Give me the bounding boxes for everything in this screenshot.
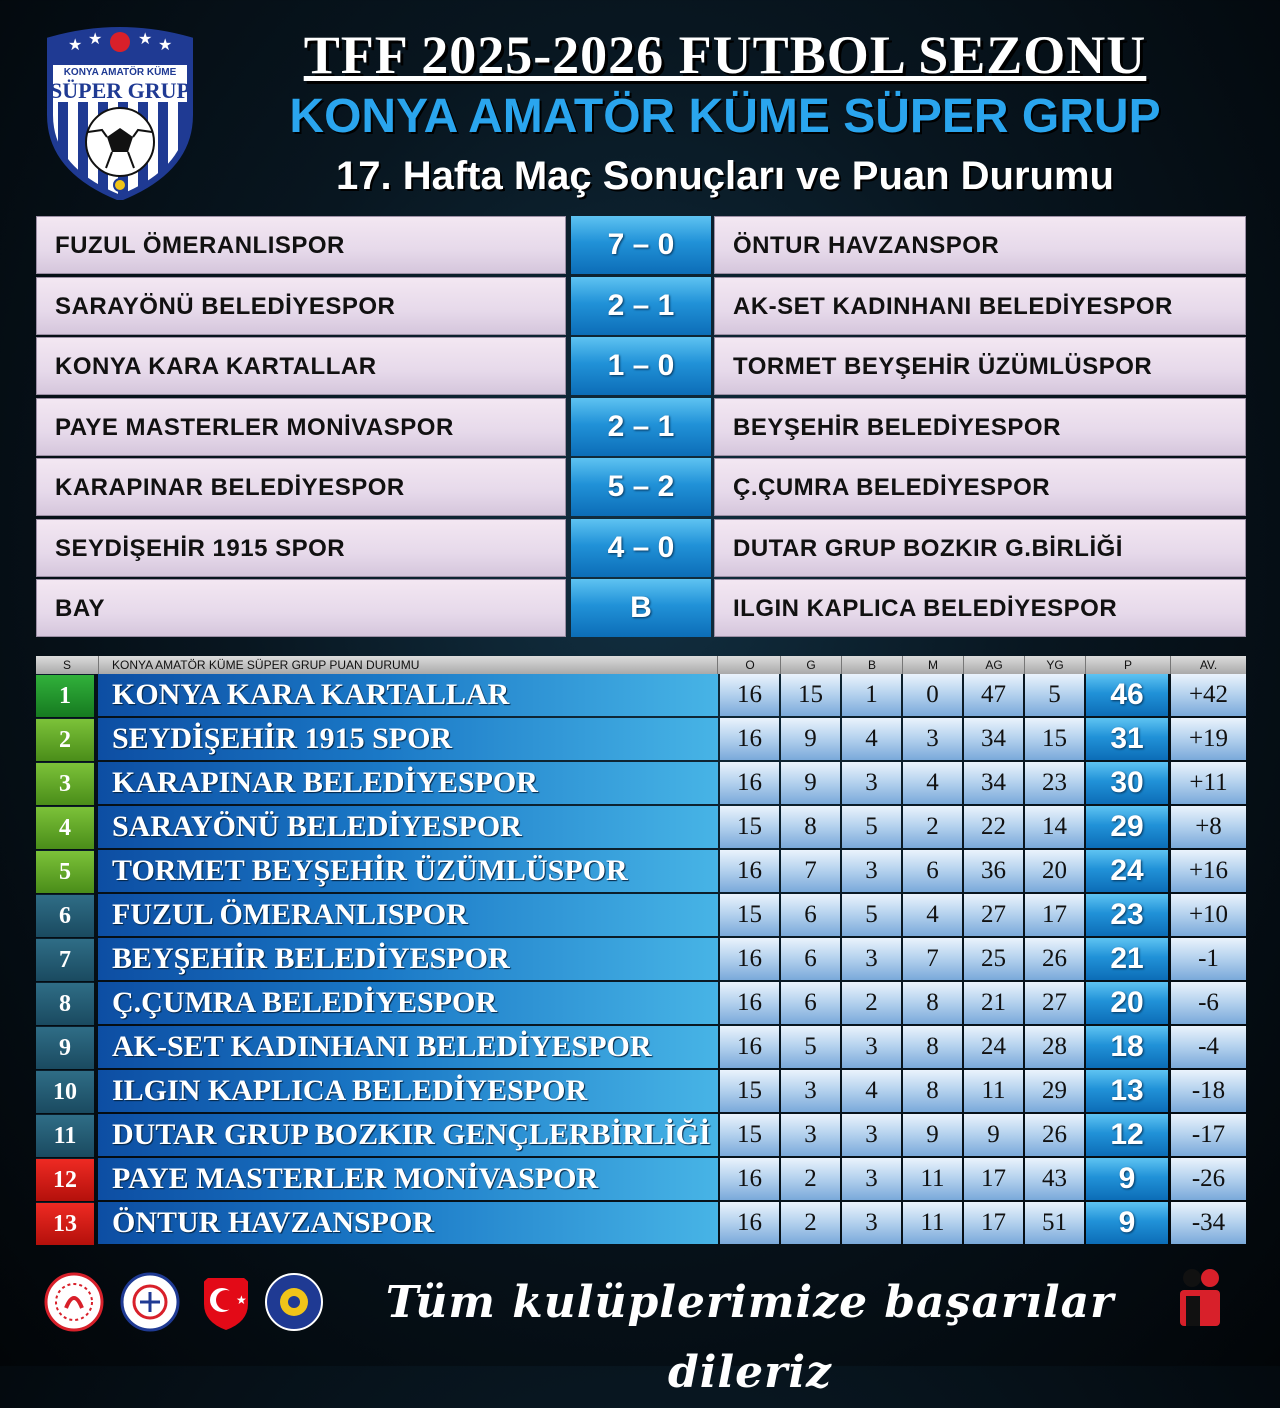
away-team: ÖNTUR HAVZANSPOR [714,216,1246,274]
season-title: TFF 2025-2026 FUTBOL SEZONU [303,25,1147,85]
away-team: TORMET BEYŞEHİR ÜZÜMLÜSPOR [714,337,1246,395]
header-average: AV. [1199,658,1218,672]
goals-for-cell: 27 [964,894,1023,936]
goals-against-cell: 26 [1025,938,1084,980]
rank-cell: 10 [36,1070,94,1113]
goals-against-cell: 27 [1025,982,1084,1024]
rank-cell: 5 [36,850,94,893]
match-row [36,277,1246,335]
won-cell: 3 [781,1114,840,1156]
match-score: 4 – 0 [571,519,711,577]
played-cell: 16 [720,850,779,892]
table-row [36,1070,1246,1114]
goals-for-cell: 24 [964,1026,1023,1068]
team-name-cell: KARAPINAR BELEDİYESPOR [98,762,718,804]
won-cell: 9 [781,718,840,760]
table-row [36,1158,1246,1202]
points-cell: 9 [1086,1158,1168,1200]
drawn-cell: 1 [842,674,901,716]
footer-message: Tüm kulüplerimize başarılar dileriz [385,1277,1115,1398]
goals-against-cell: 51 [1025,1202,1084,1244]
match-score: B [571,579,711,637]
points-cell: 12 [1086,1114,1168,1156]
drawn-cell: 2 [842,982,901,1024]
header-goals-for: AG [964,656,1025,674]
drawn-cell: 4 [842,1070,901,1112]
home-team: SEYDİŞEHİR 1915 SPOR [36,519,566,577]
goals-for-cell: 17 [964,1158,1023,1200]
played-cell: 16 [720,982,779,1024]
drawn-cell: 3 [842,1114,901,1156]
lost-cell: 11 [903,1158,962,1200]
goals-for-cell: 36 [964,850,1023,892]
average-cell: +11 [1171,762,1246,804]
won-cell: 7 [781,850,840,892]
lost-cell: 4 [903,762,962,804]
rank-cell: 11 [36,1114,94,1157]
lost-cell: 8 [903,1026,962,1068]
header-rank: S [36,656,99,674]
away-team: DUTAR GRUP BOZKIR G.BİRLİĞİ [714,519,1246,577]
table-row [36,982,1246,1026]
team-name-cell: FUZUL ÖMERANLISPOR [98,894,718,936]
league-title: KONYA AMATÖR KÜME SÜPER GRUP [289,90,1161,143]
rank-cell: 2 [36,718,94,761]
drawn-cell: 4 [842,718,901,760]
ministry-of-sports-icon [44,1272,104,1332]
home-team: KARAPINAR BELEDİYESPOR [36,458,566,516]
goals-against-cell: 28 [1025,1026,1084,1068]
played-cell: 15 [720,806,779,848]
played-cell: 16 [720,1026,779,1068]
svg-text:★: ★ [88,29,103,48]
away-team: BEYŞEHİR BELEDİYESPOR [714,398,1246,456]
played-cell: 16 [720,674,779,716]
table-row [36,1026,1246,1070]
drawn-cell: 3 [842,1026,901,1068]
goals-against-cell: 26 [1025,1114,1084,1156]
team-name-cell: DUTAR GRUP BOZKIR GENÇLERBİRLİĞİ [98,1114,718,1156]
lost-cell: 9 [903,1114,962,1156]
goals-against-cell: 43 [1025,1158,1084,1200]
drawn-cell: 3 [842,762,901,804]
goals-for-cell: 22 [964,806,1023,848]
lost-cell: 3 [903,718,962,760]
team-name-cell: KONYA KARA KARTALLAR [98,674,718,716]
svg-text:★: ★ [236,1293,247,1307]
team-name-cell: SARAYÖNÜ BELEDİYESPOR [98,806,718,848]
lost-cell: 7 [903,938,962,980]
goals-for-cell: 47 [964,674,1023,716]
away-team: Ç.ÇUMRA BELEDİYESPOR [714,458,1246,516]
lost-cell: 6 [903,850,962,892]
match-row [36,216,1246,274]
won-cell: 5 [781,1026,840,1068]
week-subtitle: 17. Hafta Maç Sonuçları ve Puan Durumu [336,154,1114,198]
rank-cell: 4 [36,806,94,849]
match-score: 2 – 1 [571,277,711,335]
drawn-cell: 3 [842,850,901,892]
lost-cell: 0 [903,674,962,716]
team-name-cell: TORMET BEYŞEHİR ÜZÜMLÜSPOR [98,850,718,892]
rank-cell: 8 [36,982,94,1025]
played-cell: 15 [720,1070,779,1112]
rank-cell: 9 [36,1026,94,1069]
points-cell: 29 [1086,806,1168,848]
team-name-cell: PAYE MASTERLER MONİVASPOR [98,1158,718,1200]
table-row [36,938,1246,982]
goals-against-cell: 23 [1025,762,1084,804]
won-cell: 8 [781,806,840,848]
goals-for-cell: 21 [964,982,1023,1024]
average-cell: -17 [1171,1114,1246,1156]
match-row [36,337,1246,395]
average-cell: -34 [1171,1202,1246,1244]
average-cell: -26 [1171,1158,1246,1200]
home-team: BAY [36,579,566,637]
won-cell: 2 [781,1202,840,1244]
goals-against-cell: 15 [1025,718,1084,760]
logo-arc-text: KONYA AMATÖR KÜME [63,67,177,78]
svg-text:★: ★ [158,35,173,54]
drawn-cell: 5 [842,894,901,936]
played-cell: 15 [720,894,779,936]
team-name-cell: Ç.ÇUMRA BELEDİYESPOR [98,982,718,1024]
home-team: KONYA KARA KARTALLAR [36,337,566,395]
average-cell: +16 [1171,850,1246,892]
goals-for-cell: 11 [964,1070,1023,1112]
points-cell: 9 [1086,1202,1168,1244]
rank-cell: 1 [36,674,94,717]
match-score: 7 – 0 [571,216,711,274]
team-name-cell: SEYDİŞEHİR 1915 SPOR [98,718,718,760]
rank-cell: 13 [36,1202,94,1245]
won-cell: 6 [781,938,840,980]
table-row [36,1114,1246,1158]
match-row [36,579,1246,637]
table-row [36,894,1246,938]
goals-against-cell: 17 [1025,894,1084,936]
tff-crest-icon [196,1272,256,1332]
table-row [36,762,1246,806]
won-cell: 9 [781,762,840,804]
played-cell: 16 [720,718,779,760]
lost-cell: 4 [903,894,962,936]
won-cell: 2 [781,1158,840,1200]
team-name-cell: BEYŞEHİR BELEDİYESPOR [98,938,718,980]
won-cell: 6 [781,982,840,1024]
match-results [36,216,1246,640]
super-grup-logo [40,20,200,200]
average-cell: -4 [1171,1026,1246,1068]
match-score: 2 – 1 [571,398,711,456]
play-brand-icon [1172,1266,1228,1338]
home-team: PAYE MASTERLER MONİVASPOR [36,398,566,456]
goals-for-cell: 25 [964,938,1023,980]
played-cell: 16 [720,762,779,804]
away-team: ILGIN KAPLICA BELEDİYESPOR [714,579,1246,637]
points-cell: 20 [1086,982,1168,1024]
header-points: P [1086,656,1171,674]
rank-cell: 6 [36,894,94,937]
average-cell: -1 [1171,938,1246,980]
points-cell: 21 [1086,938,1168,980]
konya-amateur-sports-clubs-icon [264,1272,324,1332]
match-row [36,458,1246,516]
away-team: AK-SET KADINHANI BELEDİYESPOR [714,277,1246,335]
home-team: SARAYÖNÜ BELEDİYESPOR [36,277,566,335]
points-cell: 13 [1086,1070,1168,1112]
header-won: G [781,656,842,674]
goals-against-cell: 29 [1025,1070,1084,1112]
won-cell: 15 [781,674,840,716]
points-cell: 23 [1086,894,1168,936]
match-row [36,519,1246,577]
logo-main-text: SÜPER GRUP [50,78,190,103]
drawn-cell: 3 [842,1202,901,1244]
won-cell: 6 [781,894,840,936]
team-name-cell: ÖNTUR HAVZANSPOR [98,1202,718,1244]
average-cell: -18 [1171,1070,1246,1112]
points-cell: 30 [1086,762,1168,804]
rank-cell: 12 [36,1158,94,1201]
home-team: FUZUL ÖMERANLISPOR [36,216,566,274]
konya-amateur-clubs-federation-icon [120,1272,180,1332]
table-row [36,1202,1246,1246]
played-cell: 15 [720,1114,779,1156]
won-cell: 3 [781,1070,840,1112]
team-name-cell: AK-SET KADINHANI BELEDİYESPOR [98,1026,718,1068]
table-row [36,718,1246,762]
goals-against-cell: 14 [1025,806,1084,848]
played-cell: 16 [720,938,779,980]
rank-cell: 3 [36,762,94,805]
average-cell: -6 [1171,982,1246,1024]
header-goals-against: YG [1025,656,1086,674]
points-cell: 31 [1086,718,1168,760]
drawn-cell: 3 [842,938,901,980]
points-cell: 24 [1086,850,1168,892]
lost-cell: 11 [903,1202,962,1244]
average-cell: +19 [1171,718,1246,760]
goals-for-cell: 34 [964,718,1023,760]
points-cell: 18 [1086,1026,1168,1068]
match-score: 1 – 0 [571,337,711,395]
goals-for-cell: 34 [964,762,1023,804]
header-lost: M [903,656,964,674]
svg-text:★: ★ [68,35,83,54]
header-played: O [720,656,781,674]
match-score: 5 – 2 [571,458,711,516]
average-cell: +10 [1171,894,1246,936]
header-team: KONYA AMATÖR KÜME SÜPER GRUP PUAN DURUMU [98,656,718,674]
standings-header [36,656,1246,674]
team-name-cell: ILGIN KAPLICA BELEDİYESPOR [98,1070,718,1112]
table-row [36,806,1246,850]
header-drawn: B [842,656,903,674]
rank-cell: 7 [36,938,94,981]
average-cell: +8 [1171,806,1246,848]
goals-for-cell: 9 [964,1114,1023,1156]
table-row [36,674,1246,718]
played-cell: 16 [720,1202,779,1244]
average-cell: +42 [1171,674,1246,716]
drawn-cell: 5 [842,806,901,848]
goals-for-cell: 17 [964,1202,1023,1244]
lost-cell: 2 [903,806,962,848]
lost-cell: 8 [903,982,962,1024]
points-cell: 46 [1086,674,1168,716]
lost-cell: 8 [903,1070,962,1112]
drawn-cell: 3 [842,1158,901,1200]
standings-table [36,656,1246,1246]
table-row [36,850,1246,894]
svg-text:★: ★ [138,29,153,48]
played-cell: 16 [720,1158,779,1200]
goals-against-cell: 20 [1025,850,1084,892]
goals-against-cell: 5 [1025,674,1084,716]
match-row [36,398,1246,456]
